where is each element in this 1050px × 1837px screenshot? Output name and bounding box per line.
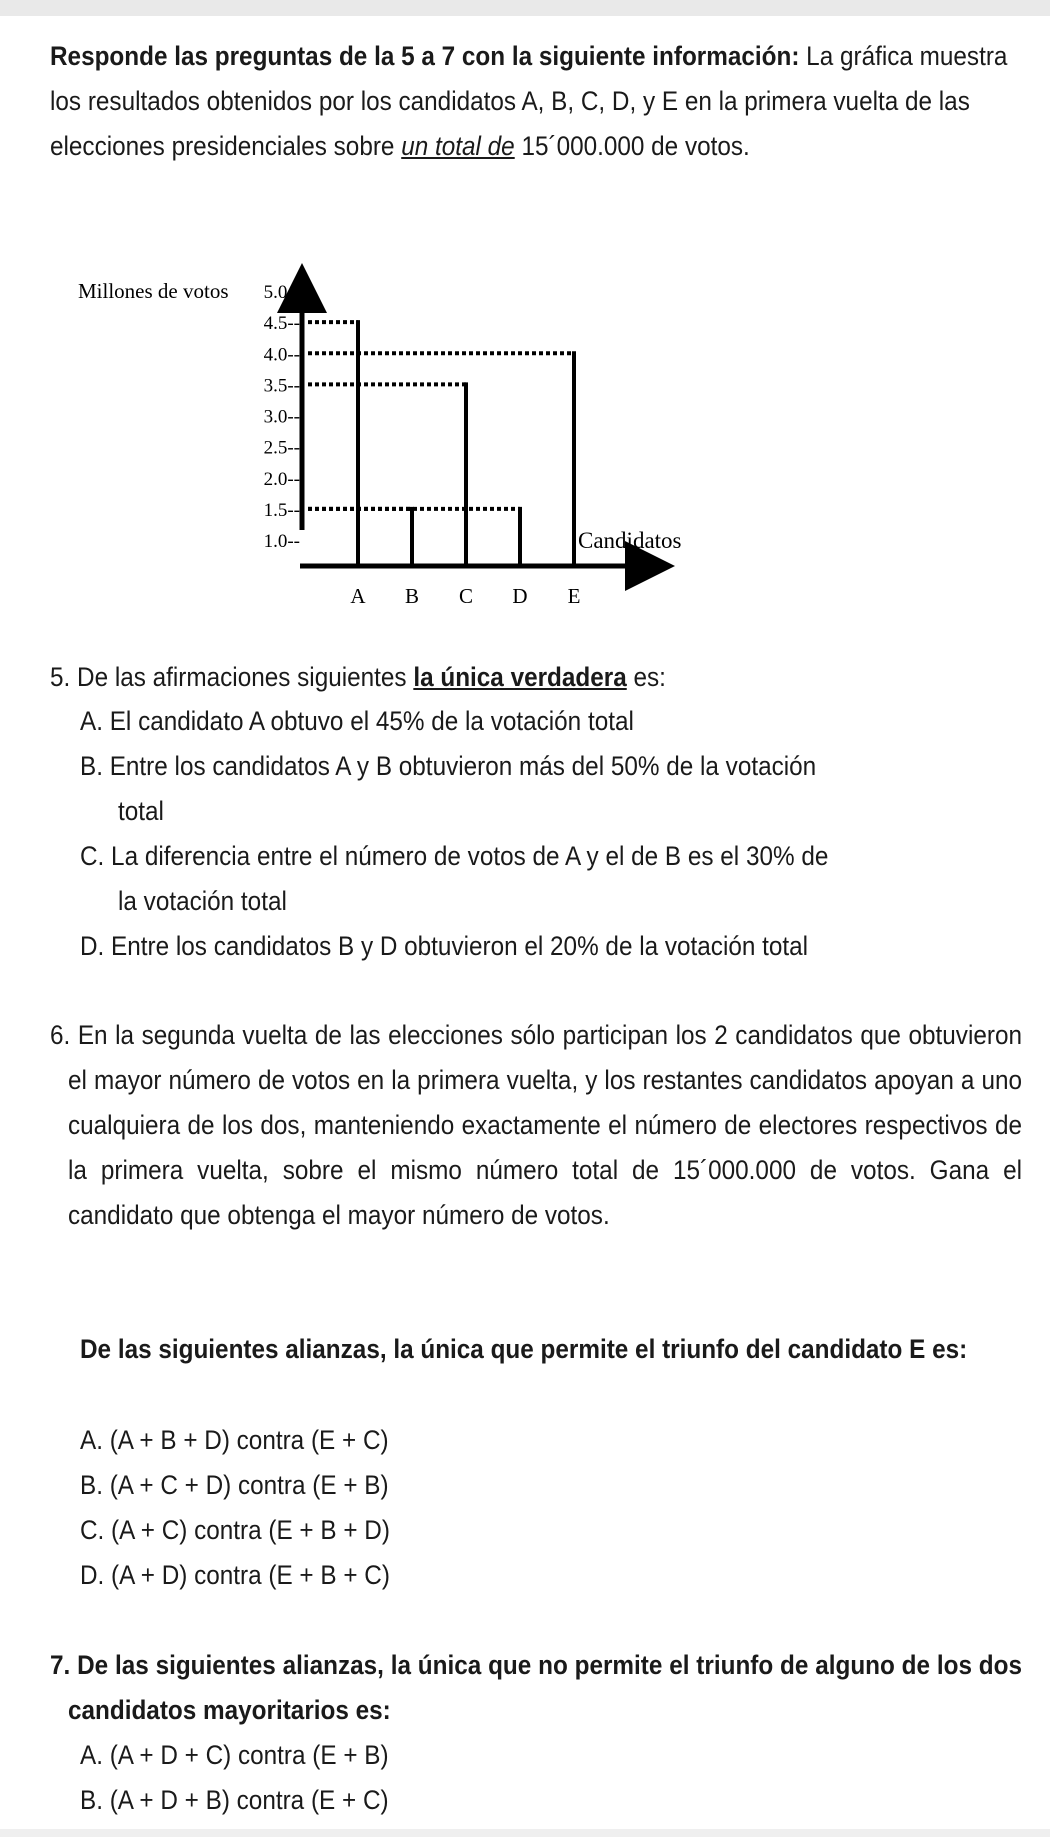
intro-paragraph <box>50 34 1022 169</box>
x-category-label: E <box>567 584 581 608</box>
y-tick-label: 4.0-- <box>263 344 300 366</box>
y-tick-label: 5.0-- <box>263 282 300 303</box>
q5-option-c-cont: la votación total <box>118 886 287 916</box>
q5-stem-end: es: <box>626 662 666 692</box>
q7-option-a: A. (A + D + C) contra (E + B) <box>80 1740 389 1770</box>
intro-heading: Responde las preguntas de la 5 a 7 con la siguiente información: <box>50 41 800 71</box>
y-tick-label: 2.0-- <box>263 468 300 490</box>
q6-option-d: D. (A + D) contra (E + B + C) <box>80 1560 390 1590</box>
x-category-label: D <box>512 584 528 608</box>
q7-stem: 7. De las siguientes alianzas, la única que no permite el triunfo de alguno de los dos candidatos mayoritarios es: <box>50 1650 1022 1725</box>
q6-option-a: A. (A + B + D) contra (E + C) <box>80 1425 389 1455</box>
bottom-scroll-bar <box>0 1829 1050 1837</box>
y-tick-label: 3.0-- <box>263 406 300 428</box>
top-scroll-bar <box>0 0 1050 16</box>
intro-text-end: 15´000.000 de votos. <box>514 131 750 161</box>
q5-option-c: C. La diferencia entre el número de votos de A y el de B es el 30% de <box>80 841 829 871</box>
y-tick-label: 1.0-- <box>263 531 300 552</box>
intro-text: La gráfica muestra los resultados obtenidos por los candidatos A, B, C, D, y E en la primera vuelta de las elecciones presidenciales sobre <box>50 41 1008 161</box>
y-tick-label: 2.5-- <box>263 437 300 459</box>
q6-stem: 6. En la segunda vuelta de las elecciones sólo participan los 2 candidatos que obtuvieron el mayor número de votos en la primera vuelta, y los restantes candidatos apoyan a uno cualquiera de los dos, manteniendo exactamente el número de electores respectivos de la primera vuelta, sobre el mismo número total de 15´000.000 de votos. Gana el candidato que obtenga el mayor número de votos. <box>50 1020 1022 1230</box>
votes-bar-chart <box>60 255 720 615</box>
x-category-label: C <box>458 584 474 608</box>
q5-stem-emphasis: la única verdadera <box>413 662 627 692</box>
q5-stem-start: 5. De las afirmaciones siguientes <box>50 662 414 692</box>
y-tick-label: 3.5-- <box>263 375 300 397</box>
q6-question: De las siguientes alianzas, la única que permite el triunfo del candidato E es: <box>80 1334 968 1364</box>
q6-option-c: C. (A + C) contra (E + B + D) <box>80 1515 390 1545</box>
y-tick-label: 1.5-- <box>263 499 300 521</box>
intro-underlined: un total de <box>401 131 515 161</box>
x-axis-label: Candidatos <box>578 528 682 553</box>
y-tick-label: 4.5-- <box>263 313 300 335</box>
q5-stem <box>50 655 1040 700</box>
x-category-label: B <box>404 584 420 608</box>
q7-option-b: B. (A + D + B) contra (E + C) <box>80 1785 389 1815</box>
q6-option-b: B. (A + C + D) contra (E + B) <box>80 1470 389 1500</box>
y-axis-label: Millones de votos <box>78 279 229 303</box>
q5-option-a: A. El candidato A obtuvo el 45% de la votación total <box>80 706 634 736</box>
x-category-label: A <box>350 584 366 608</box>
q5-option-d: D. Entre los candidatos B y D obtuvieron el 20% de la votación total <box>80 931 809 961</box>
q5-option-b-cont: total <box>118 796 164 826</box>
q5-option-b: B. Entre los candidatos A y B obtuvieron más del 50% de la votación <box>80 751 817 781</box>
